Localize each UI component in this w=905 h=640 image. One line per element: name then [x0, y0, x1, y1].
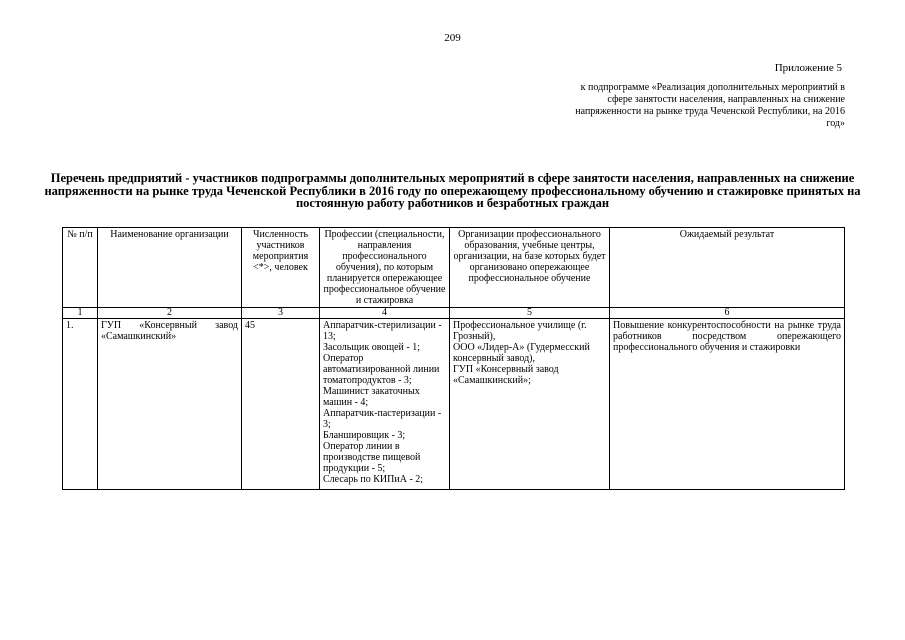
column-number: 3: [242, 308, 320, 319]
training-organizations: Профессиональное училище (г. Грозный), ООО «Лидер-А» (Гудермесский консервный завод), ГУП «Консервный завод «Самашкинский»;: [450, 319, 610, 490]
row-number: 1.: [63, 319, 98, 490]
expected-result: Повышение конкурентоспособности на рынке труда работников посредством опережающего профессионального обучения и стажировки: [610, 319, 845, 490]
column-number: 6: [610, 308, 845, 319]
participants-table: [62, 227, 845, 490]
column-number: 1: [63, 308, 98, 319]
header-training-orgs: Организации профессионального образования, учебные центры, организации, на базе которых будет организовано опережающее профессиональное обучение: [450, 228, 610, 308]
participants-count: 45: [242, 319, 320, 490]
header-participants: Численность участников мероприятия <*>, человек: [242, 228, 320, 308]
column-number-row: [63, 308, 845, 319]
column-number: 4: [320, 308, 450, 319]
professions-list: Аппаратчик-стерилизации - 13; Засольщик овощей - 1; Оператор автоматизированной линии томатопродуктов - 3; Машинист закаточных машин - 4; Аппаратчик-пастеризации - 3; Бланшировщик - 3; Оператор линии в производстве пищевой продукции - 5; Слесарь по КИПиА - 2;: [320, 319, 450, 490]
appendix-label: Приложение 5: [774, 62, 842, 74]
organization-name: ГУП «Консервный завод «Самашкинский»: [98, 319, 242, 490]
header-organization: Наименование организации: [98, 228, 242, 308]
table-header-row: [63, 228, 845, 308]
appendix-note: к подпрограмме «Реализация дополнительных мероприятий в сфере занятости населения, направленных на снижение напряженности на рынке труда Чеченской Республики, на 2016 год»: [575, 82, 845, 129]
header-professions: Профессии (специальности, направления профессионального обучения), по которым планируется опережающее профессиональное обучение и стажировка: [320, 228, 450, 308]
header-result: Ожидаемый результат: [610, 228, 845, 308]
column-number: 2: [98, 308, 242, 319]
page-number: 209: [444, 32, 461, 44]
column-number: 5: [450, 308, 610, 319]
header-number: № п/п: [63, 228, 98, 308]
document-title: Перечень предприятий - участников подпрограммы дополнительных мероприятий в сфере занятости населения, направленных на снижение напряженности на рынке труда Чеченской Республики в 2016 году по опережающему профессиональному обучению и стажировке принятых на постоянную работу работников и безработных граждан: [44, 171, 861, 210]
table-row: [63, 319, 845, 490]
